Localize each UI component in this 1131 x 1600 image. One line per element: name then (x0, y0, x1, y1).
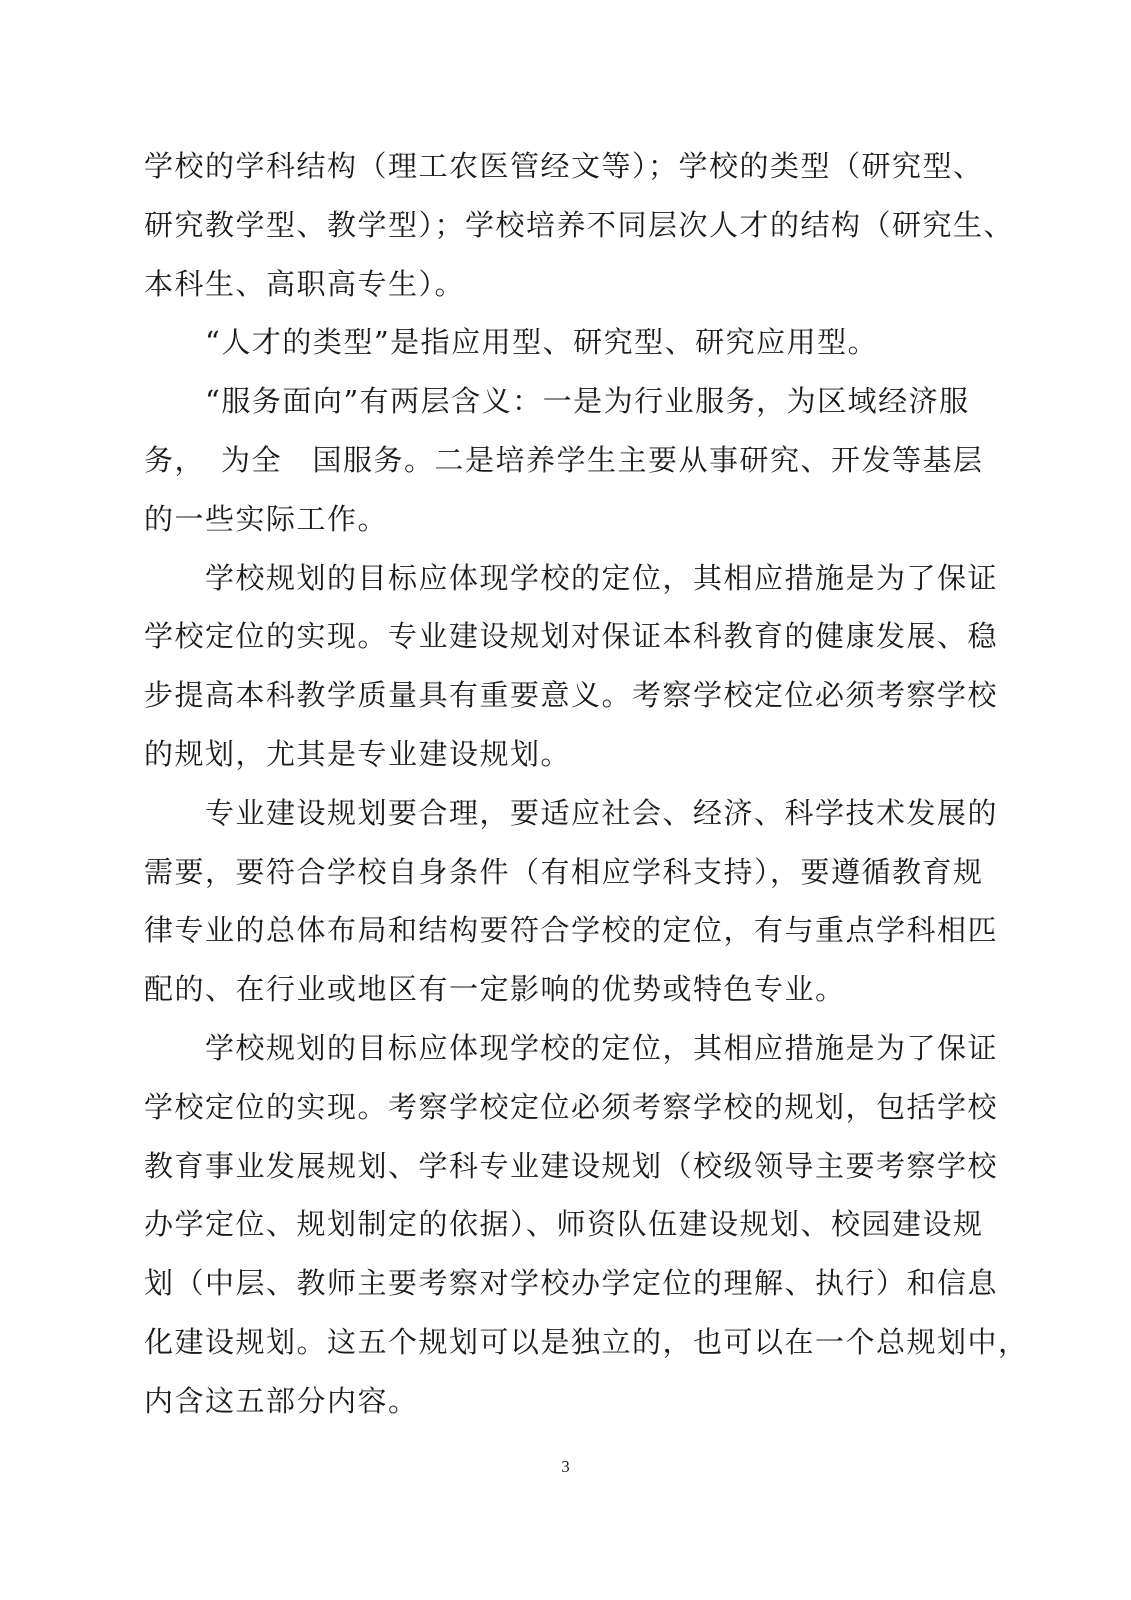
text-line: “人才的类型”是指应用型、研究型、研究应用型。 (144, 325, 879, 360)
text-line: 需要，要符合学校自身条件（有相应学科支持），要遵循教育规 (144, 854, 984, 889)
text-line: 内含这五部分内容。 (144, 1383, 419, 1418)
text-line: 划（中层、教师主要考察对学校办学定位的理解、执行）和信息 (144, 1266, 999, 1301)
text-line: “服务面向”有两层含义：一是为行业服务，为区域经济服 (144, 384, 970, 419)
text-line: 办学定位、规划制定的依据）、师资队伍建设规划、校园建设规 (144, 1207, 984, 1242)
text-line: 步提高本科教学质量具有重要意义。考察学校定位必须考察学校 (144, 678, 999, 713)
text-line: 务， 为全 国服务。二是培养学生主要从事研究、开发等基层 (144, 442, 984, 477)
text-line: 研究教学型、教学型）；学校培养不同层次人才的结构（研究生、 (144, 207, 1015, 242)
text-line: 化建设规划。这五个规划可以是独立的，也可以在一个总规划中， (144, 1324, 1029, 1359)
text-line: 的规划，尤其是专业建设规划。 (144, 736, 572, 771)
text-line: 学校定位的实现。考察学校定位必须考察学校的规划，包括学校 (144, 1089, 999, 1124)
page-number: 3 (561, 1457, 570, 1476)
text-line: 本科生、高职高专生）。 (144, 266, 466, 301)
text-line: 的一些实际工作。 (144, 501, 389, 536)
text-line: 学校的学科结构（理工农医管经文等）；学校的类型（研究型、 (144, 149, 984, 183)
document-body (144, 137, 1029, 1431)
text-line: 学校规划的目标应体现学校的定位，其相应措施是为了保证 (144, 1030, 999, 1065)
text-line: 学校定位的实现。专业建设规划对保证本科教育的健康发展、稳 (144, 619, 999, 654)
text-line: 专业建设规划要合理，要适应社会、经济、科学技术发展的 (144, 795, 999, 830)
text-line: 教育事业发展规划、学科专业建设规划（校级领导主要考察学校 (144, 1148, 999, 1183)
text-line: 配的、在行业或地区有一定影响的优势或特色专业。 (144, 972, 846, 1007)
text-line: 律专业的总体布局和结构要符合学校的定位，有与重点学科相匹 (144, 913, 999, 948)
text-line: 学校规划的目标应体现学校的定位，其相应措施是为了保证 (144, 560, 999, 595)
